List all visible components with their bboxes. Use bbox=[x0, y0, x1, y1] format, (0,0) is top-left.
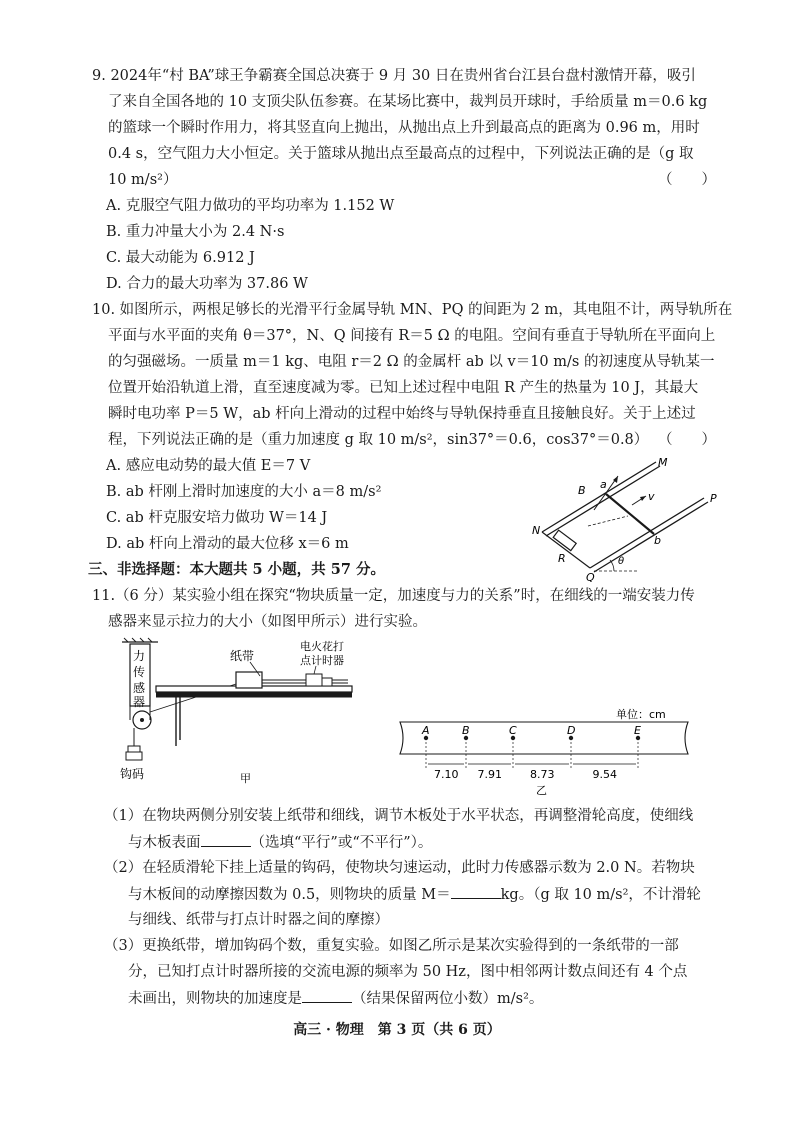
q9-line-1: 9. 2024年“村 BA”球王争霸赛全国总决赛于 9 月 30 日在贵州省台江县台盘村激情开幕，吸引 bbox=[92, 68, 696, 84]
spark-timer bbox=[306, 674, 322, 686]
q9-option-c: C. 最大动能为 6.912 J bbox=[106, 250, 255, 266]
tape-point-label-c: C bbox=[509, 724, 517, 737]
label-b-end: b bbox=[654, 534, 661, 547]
q10-option-b: B. ab 杆刚上滑时加速度的大小 a＝8 m/s² bbox=[106, 484, 382, 500]
label-q: Q bbox=[586, 571, 595, 582]
q11-part1-line1: （1）在物块两侧分别安装上纸带和细线，调节木板处于水平状态，再调整滑轮高度，使细线 bbox=[104, 808, 694, 824]
q10-line-6: 程，下列说法正确的是（重力加速度 g 取 10 m/s²，sin37°＝0.6，cos37°＝0.8） bbox=[108, 432, 649, 448]
resistor-r bbox=[553, 530, 576, 550]
q10-line-4: 位置开始沿轨道上滑，直至速度减为零。已知上述过程中电阻 R 产生的热量为 10 J，其最大 bbox=[108, 380, 699, 396]
q11-part2-line2: 与木板间的动摩擦因数为 0.5，则物块的质量 M＝ kg。（g 取 10 m/s²，不计滑轮 bbox=[128, 884, 701, 905]
q9-line-2: 了来自全国各地的 10 支顶尖队伍参赛。在某场比赛中，裁判员开球时，手给质量 m＝0.6 kg bbox=[108, 94, 708, 110]
label-r: R bbox=[558, 552, 566, 565]
label-b-field: B bbox=[578, 484, 586, 497]
apparatus-figure bbox=[110, 636, 360, 786]
tape-point-label-b: B bbox=[462, 724, 470, 737]
rails-figure bbox=[528, 450, 728, 582]
q9-option-b: B. 重力冲量大小为 2.4 N·s bbox=[106, 224, 285, 240]
sensor-char-4: 器 bbox=[133, 695, 146, 709]
tape-figure bbox=[396, 706, 692, 796]
q11-part3-line2: 分，已知打点计时器所接的交流电源的频率为 50 Hz，图中相邻两计数点间还有 4 个点 bbox=[128, 964, 688, 980]
q11-part2-line3: 与细线、纸带与打点计时器之间的摩擦） bbox=[128, 912, 389, 928]
q11-part3-line1: （3）更换纸带，增加钩码个数，重复实验。如图乙所示是某次实验得到的一条纸带的一部 bbox=[104, 938, 679, 954]
q11-part2-line1: （2）在轻质滑轮下挂上适量的钩码，使物块匀速运动，此时力传感器示数为 2.0 N。若物块 bbox=[104, 860, 695, 876]
answer-blank-1[interactable] bbox=[201, 832, 251, 847]
weight-2 bbox=[126, 752, 142, 760]
q9-line-4: 0.4 s，空气阻力大小恒定。关于篮球从抛出点至最高点的过程中，下列说法正确的是（g 取 bbox=[108, 146, 694, 162]
label-a: a bbox=[600, 478, 607, 491]
q11-part3-line3: 未画出，则物块的加速度是 （结果保留两位小数）m/s²。 bbox=[128, 988, 543, 1009]
rod-ab bbox=[606, 494, 654, 534]
timer-label-2: 点计时器 bbox=[300, 654, 344, 667]
q10-line-5: 瞬时电功率 P＝5 W，ab 杆向上滑动的过程中始终与导轨保持垂直且接触良好。关于上述过 bbox=[108, 406, 696, 422]
q10-option-d: D. ab 杆向上滑动的最大位移 x＝6 m bbox=[106, 536, 349, 552]
timer-label-1: 电火花打 bbox=[300, 640, 344, 653]
sensor-char-3: 感 bbox=[133, 681, 146, 695]
label-n: N bbox=[532, 524, 541, 537]
tape-point-label-e: E bbox=[634, 724, 641, 737]
tape-point-label-a: A bbox=[422, 724, 430, 737]
sensor-char-2: 传 bbox=[133, 665, 146, 679]
page-footer: 高三 · 物理 第 3 页（共 6 页） bbox=[293, 1022, 501, 1038]
label-theta: θ bbox=[618, 556, 625, 567]
q10-option-c: C. ab 杆克服安培力做功 W＝14 J bbox=[106, 510, 328, 526]
label-p: P bbox=[710, 492, 717, 505]
answer-blank-2[interactable] bbox=[451, 884, 501, 899]
q9-option-a: A. 克服空气阻力做功的平均功率为 1.152 W bbox=[106, 198, 395, 214]
sensor-char-1: 力 bbox=[133, 649, 146, 663]
caption-jia: 甲 bbox=[240, 772, 251, 785]
tape-label: 纸带 bbox=[230, 649, 255, 663]
q10-answer-paren: （ ） bbox=[658, 432, 716, 448]
q10-line-2: 平面与水平面的夹角 θ＝37°，N、Q 间接有 R＝5 Ω 的电阻。空间有垂直于导轨所在平面向上 bbox=[108, 328, 716, 344]
answer-blank-3[interactable] bbox=[302, 988, 352, 1003]
unit-label: 单位：cm bbox=[616, 708, 666, 721]
q11-part1-line2: 与木板表面 （选填“平行”或“不平行”）。 bbox=[128, 832, 432, 853]
tape-gap-label-1: 7.10 bbox=[434, 768, 459, 781]
paper-tape bbox=[400, 722, 688, 754]
q11-line-2: 感器来显示拉力的大小（如图甲所示）进行实验。 bbox=[108, 614, 427, 630]
weights-label: 钩码 bbox=[120, 767, 145, 781]
weight-1 bbox=[128, 746, 140, 752]
label-m: M bbox=[658, 456, 668, 469]
q10-line-1: 10. 如图所示，两根足够长的光滑平行金属导轨 MN、PQ 的间距为 2 m，其电阻不计，两导轨所在 bbox=[92, 302, 733, 318]
caption-yi: 乙 bbox=[536, 784, 547, 796]
q10-option-a: A. 感应电动势的最大值 E＝7 V bbox=[106, 458, 311, 474]
q11-line-1: 11.（6 分）某实验小组在探究“物块质量一定，加速度与力的关系”时，在细线的一端安装力传 bbox=[92, 588, 695, 604]
tape-gap-label-4: 9.54 bbox=[592, 768, 617, 781]
tape-point-label-d: D bbox=[567, 724, 576, 737]
q9-line-5: 10 m/s²） bbox=[108, 172, 178, 188]
block bbox=[236, 672, 262, 688]
q10-line-3: 的匀强磁场。一质量 m＝1 kg、电阻 r＝2 Ω 的金属杆 ab 以 v＝10 m/s 的初速度从导轨某一 bbox=[108, 354, 715, 370]
tape-gap-label-3: 8.73 bbox=[530, 768, 555, 781]
tape-gap-label-2: 7.91 bbox=[477, 768, 502, 781]
q9-line-3: 的篮球一个瞬时作用力，将其竖直向上抛出，从抛出点上升到最高点的距离为 0.96 m，用时 bbox=[108, 120, 700, 136]
section-heading: 三、非选择题：本大题共 5 小题，共 57 分。 bbox=[88, 561, 385, 578]
rail-pq bbox=[590, 498, 704, 568]
q9-answer-paren: （ ） bbox=[658, 172, 716, 188]
q9-option-d: D. 合力的最大功率为 37.86 W bbox=[106, 276, 308, 292]
label-v: v bbox=[648, 490, 655, 503]
